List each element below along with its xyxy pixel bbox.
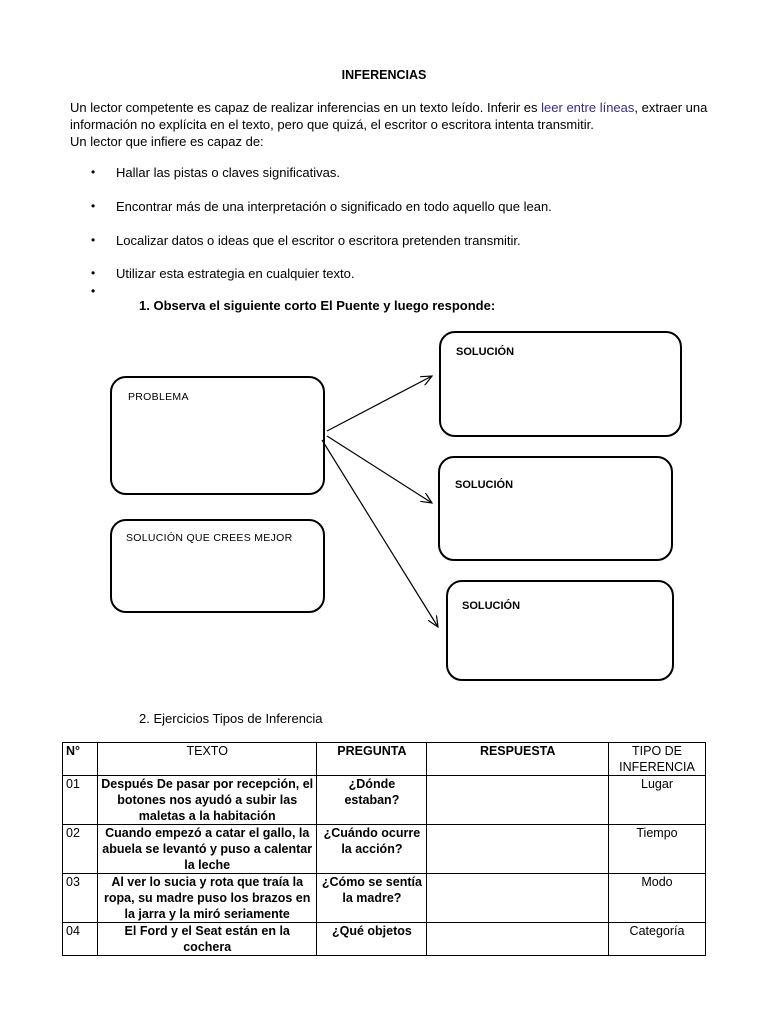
cell-respuesta[interactable] [427, 874, 609, 923]
cell-respuesta[interactable] [427, 923, 609, 956]
intro-text-start: Un lector competente es capaz de realizar inferencias en un texto leído. Inferir es [70, 100, 542, 115]
intro-line-3: Un lector que infiere es capaz de: [70, 134, 264, 149]
cell-texto: Después De pasar por recepción, el botones nos ayudó a subir las maletas a la habitación [97, 776, 317, 825]
table-row [63, 825, 706, 874]
cell-number: 01 [63, 776, 98, 825]
table-header-row [63, 743, 706, 776]
bullet-text: Hallar las pistas o claves significativas. [116, 165, 340, 180]
bullet-text: Localizar datos o ideas que el escritor o escritora pretenden transmitir. [116, 233, 521, 248]
arrow-to-solution-3 [322, 440, 438, 627]
cell-pregunta: ¿Qué objetos [317, 923, 427, 956]
bullet-text: Utilizar esta estrategia en cualquier texto. [116, 266, 355, 281]
cell-tipo: Categoría [609, 923, 706, 956]
question-2: 2. Ejercicios Tipos de Inferencia [139, 711, 323, 726]
solution-label: SOLUCIÓN [462, 600, 521, 612]
cell-texto: Cuando empezó a catar el gallo, la abuela se levantó y puso a calentar la leche [97, 825, 317, 874]
bullet-text: Encontrar más de una interpretación o significado en todo aquello que lean. [116, 199, 552, 214]
solution-label: SOLUCIÓN [456, 346, 515, 358]
bullet-dot: • [91, 199, 96, 213]
cell-respuesta[interactable] [427, 776, 609, 825]
bullet-dot: • [91, 233, 96, 247]
header-respuesta: RESPUESTA [427, 743, 609, 776]
cell-number: 03 [63, 874, 98, 923]
solution-label: SOLUCIÓN [455, 479, 514, 491]
table-row [63, 874, 706, 923]
bullet-dot: • [91, 284, 96, 298]
cell-pregunta: ¿Cuándo ocurre la acción? [317, 825, 427, 874]
cell-tipo: Tiempo [609, 825, 706, 874]
best-solution-label: SOLUCIÓN QUE CREES MEJOR [126, 532, 293, 544]
document-title: INFERENCIAS [341, 68, 427, 82]
cell-pregunta: ¿Dónde estaban? [317, 776, 427, 825]
header-number: N° [63, 743, 98, 776]
intro-text-end: , extraer una información no explícita en el texto, pero que quizá, el escritor o escritora intenta transmitir. [70, 100, 708, 132]
cell-pregunta: ¿Cómo se sentía la madre? [317, 874, 427, 923]
problem-label: PROBLEMA [128, 391, 189, 403]
cell-texto: El Ford y el Seat están en la cochera [97, 923, 317, 956]
question-1: 1. Observa el siguiente corto El Puente y luego responde: [139, 298, 496, 313]
inference-table [62, 742, 706, 956]
arrow-to-solution-2 [327, 436, 432, 503]
table-row [63, 776, 706, 825]
cell-number: 04 [63, 923, 98, 956]
header-tipo: TIPO DE INFERENCIA [609, 743, 706, 776]
cell-tipo: Modo [609, 874, 706, 923]
cell-tipo: Lugar [609, 776, 706, 825]
arrow-to-solution-1 [327, 376, 432, 431]
intro-highlight: leer entre líneas [541, 100, 635, 115]
cell-respuesta[interactable] [427, 825, 609, 874]
cell-texto: Al ver lo sucia y rota que traía la ropa, su madre puso los brazos en la jarra y la miró seriamente [97, 874, 317, 923]
bullet-dot: • [91, 165, 96, 179]
bullet-dot: • [91, 266, 96, 280]
header-pregunta: PREGUNTA [317, 743, 427, 776]
header-texto: TEXTO [97, 743, 317, 776]
cell-number: 02 [63, 825, 98, 874]
table-row [63, 923, 706, 956]
